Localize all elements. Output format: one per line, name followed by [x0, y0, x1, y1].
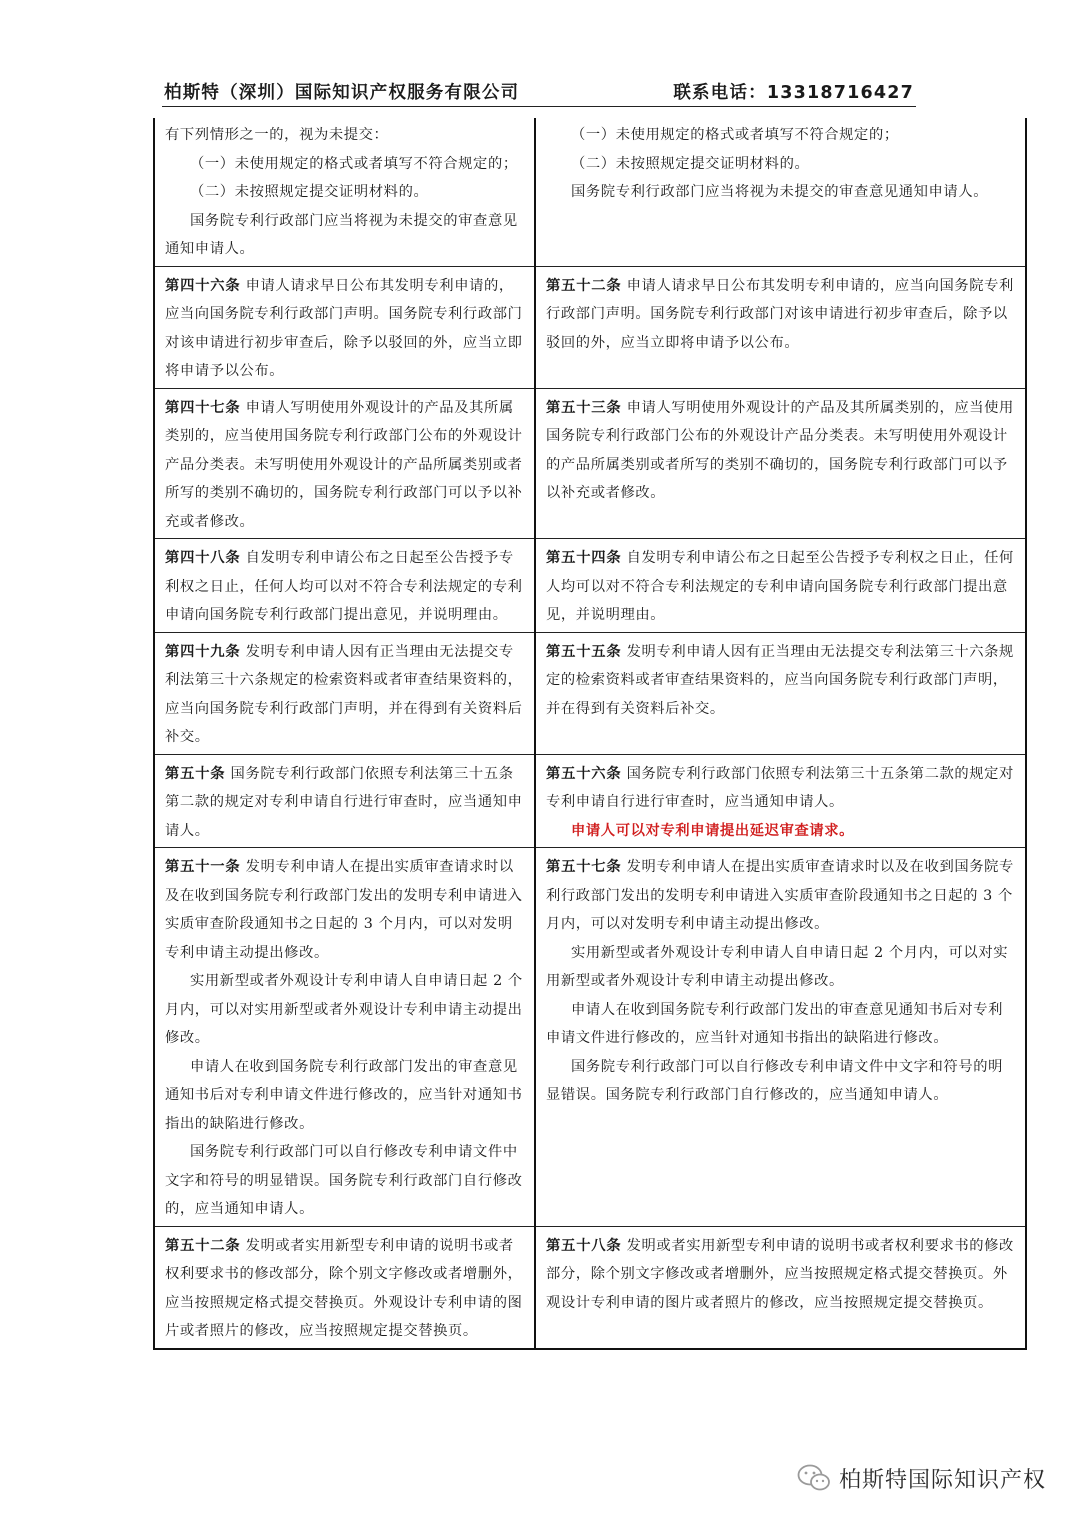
article-text: 申请人请求早日公布其发明专利申请的，应当向国务院专利行政部门声明。国务院专利行政部门对该申请进行初步审查后，除予以驳回的外，应当立即将申请予以公布。 [546, 277, 1014, 351]
watermark [797, 1458, 1046, 1498]
article-text: （一）未使用规定的格式或者填写不符合规定的； [190, 155, 518, 172]
new-version-cell [535, 388, 1026, 539]
article-text: 实用新型或者外观设计专利申请人自申请日起 2 个月内，可以对实用新型或者外观设计专利申请主动提出修改。 [546, 944, 1009, 989]
paragraph [165, 544, 525, 630]
article-text: 有下列情形之一的，视为未提交： [165, 127, 389, 143]
old-version-cell [154, 848, 535, 1227]
article-text: 申请人写明使用外观设计的产品及其所属类别的，应当使用国务院专利行政部门公布的外观设计产品分类表。未写明使用外观设计的产品所属类别或者所写的类别不确切的，国务院专利行政部门可以予以补充或者修改。 [165, 399, 523, 530]
paragraph [546, 544, 1016, 630]
old-version-cell [154, 118, 535, 266]
table-row [154, 388, 1026, 539]
new-version-cell [535, 848, 1026, 1227]
page-header [162, 78, 916, 107]
article-text: 申请人在收到国务院专利行政部门发出的审查意见通知书后对专利申请文件进行修改的，应当针对通知书指出的缺陷进行修改。 [165, 1058, 523, 1132]
table-row [154, 539, 1026, 633]
article-text: （二）未按照规定提交证明材料的。 [571, 155, 810, 172]
article-text: 实用新型或者外观设计专利申请人自申请日起 2 个月内，可以对实用新型或者外观设计专利申请主动提出修改。 [165, 973, 523, 1046]
article-number: 第五十二条 [546, 277, 622, 294]
article-text: 国务院专利行政部门依照专利法第三十五条第二款的规定对专利申请自行进行审查时，应当通知申请人。 [546, 765, 1014, 810]
paragraph [165, 638, 525, 752]
article-text: 国务院专利行政部门依照专利法第三十五条第二款的规定对专利申请自行进行审查时，应当通知申请人。 [165, 765, 523, 839]
article-number: 第五十条 [165, 765, 226, 782]
new-version-cell [535, 754, 1026, 848]
paragraph [165, 207, 525, 264]
article-text: 发明或者实用新型专利申请的说明书或者权利要求书的修改部分，除个别文字修改或者增删外，应当按照规定格式提交替换页。外观设计专利申请的图片或者照片的修改，应当按照规定提交替换页。 [546, 1237, 1014, 1311]
paragraph [546, 272, 1016, 358]
paragraph [546, 1053, 1016, 1110]
article-number: 第五十六条 [546, 765, 622, 782]
article-number: 第五十五条 [546, 643, 622, 660]
article-text: 发明或者实用新型专利申请的说明书或者权利要求书的修改部分，除个别文字修改或者增删外，应当按照规定格式提交替换页。外观设计专利申请的图片或者照片的修改，应当按照规定提交替换页。 [165, 1237, 523, 1339]
article-number: 第五十二条 [165, 1237, 241, 1254]
comparison-table [153, 118, 1027, 1350]
table-row [154, 118, 1026, 266]
article-text: 发明专利申请人在提出实质审查请求时以及在收到国务院专利行政部门发出的发明专利申请进入实质审查阶段通知书之日起的 3 个月内，可以对发明专利申请主动提出修改。 [165, 859, 523, 961]
article-number: 第五十三条 [546, 399, 622, 416]
paragraph [546, 760, 1016, 817]
table-row [154, 848, 1026, 1227]
new-version-cell [535, 118, 1026, 266]
paragraph [546, 1232, 1016, 1318]
paragraph [165, 394, 525, 537]
article-number: 第五十一条 [165, 859, 241, 875]
paragraph [165, 178, 525, 207]
paragraph [165, 121, 525, 150]
article-number: 第五十四条 [546, 550, 622, 566]
article-text: 申请人请求早日公布其发明专利申请的，应当向国务院专利行政部门声明。国务院专利行政部门对该申请进行初步审查后，除予以驳回的外，应当立即将申请予以公布。 [165, 277, 523, 379]
paragraph [546, 996, 1016, 1053]
article-text: 自发明专利申请公布之日起至公告授予专利权之日止，任何人均可以对不符合专利法规定的专利申请向国务院专利行政部门提出意见，并说明理由。 [165, 550, 523, 623]
paragraph [546, 150, 1016, 179]
highlighted-amendment: 申请人可以对专利申请提出延迟审查请求。 [571, 822, 855, 839]
article-text: 国务院专利行政部门可以自行修改专利申请文件中文字和符号的明显错误。国务院专利行政部门自行修改的，应当通知申请人。 [165, 1144, 523, 1217]
old-version-cell [154, 1226, 535, 1349]
paragraph [165, 272, 525, 386]
paragraph [165, 853, 525, 967]
table-row [154, 632, 1026, 754]
article-text: 申请人在收到国务院专利行政部门发出的审查意见通知书后对专利申请文件进行修改的，应当针对通知书指出的缺陷进行修改。 [546, 1001, 1004, 1046]
paragraph [165, 150, 525, 179]
old-version-cell [154, 754, 535, 848]
paragraph [546, 178, 1016, 207]
paragraph [165, 967, 525, 1053]
paragraph [546, 638, 1016, 724]
article-number: 第四十六条 [165, 277, 241, 294]
company-name: 柏斯特（深圳）国际知识产权服务有限公司 [164, 83, 520, 103]
paragraph [165, 1138, 525, 1224]
paragraph [165, 760, 525, 846]
article-text: （二）未按照规定提交证明材料的。 [190, 184, 429, 200]
new-version-cell [535, 632, 1026, 754]
article-text: 自发明专利申请公布之日起至公告授予专利权之日止，任何人均可以对不符合专利法规定的专利申请向国务院专利行政部门提出意见，并说明理由。 [546, 550, 1014, 623]
article-text: 发明专利申请人在提出实质审查请求时以及在收到国务院专利行政部门发出的发明专利申请进入实质审查阶段通知书之日起的 3 个月内，可以对发明专利申请主动提出修改。 [546, 859, 1014, 932]
article-number: 第四十八条 [165, 550, 241, 566]
article-number: 第五十八条 [546, 1237, 622, 1254]
paragraph [165, 1232, 525, 1346]
paragraph [165, 1053, 525, 1139]
article-text: 发明专利申请人因有正当理由无法提交专利法第三十六条规定的检索资料或者审查结果资料的，应当向国务院专利行政部门声明，并在得到有关资料后补交。 [546, 643, 1014, 717]
paragraph [546, 121, 1016, 150]
table-row [154, 1226, 1026, 1349]
paragraph [546, 394, 1016, 508]
article-number: 第四十七条 [165, 399, 241, 416]
article-text: 国务院专利行政部门可以自行修改专利申请文件中文字和符号的明显错误。国务院专利行政部门自行修改的，应当通知申请人。 [546, 1058, 1004, 1103]
wechat-icon [797, 1463, 831, 1493]
article-text: （一）未使用规定的格式或者填写不符合规定的； [571, 127, 899, 143]
paragraph [546, 853, 1016, 939]
article-text: 国务院专利行政部门应当将视为未提交的审查意见通知申请人。 [571, 184, 989, 200]
paragraph [546, 939, 1016, 996]
old-version-cell [154, 539, 535, 633]
watermark-text: 柏斯特国际知识产权 [838, 1467, 1046, 1493]
table-row [154, 754, 1026, 848]
old-version-cell [154, 388, 535, 539]
article-text: 发明专利申请人因有正当理由无法提交专利法第三十六条规定的检索资料或者审查结果资料的，应当向国务院专利行政部门声明，并在得到有关资料后补交。 [165, 643, 523, 745]
new-version-cell [535, 1226, 1026, 1349]
article-number: 第四十九条 [165, 643, 241, 660]
old-version-cell [154, 632, 535, 754]
article-text: 国务院专利行政部门应当将视为未提交的审查意见通知申请人。 [165, 212, 518, 257]
new-version-cell [535, 266, 1026, 388]
article-text: 申请人写明使用外观设计的产品及其所属类别的，应当使用国务院专利行政部门公布的外观设计产品分类表。未写明使用外观设计的产品所属类别或者所写的类别不确切的，国务院专利行政部门可以予以补充或者修改。 [546, 399, 1014, 501]
article-number: 第五十七条 [546, 859, 622, 875]
old-version-cell [154, 266, 535, 388]
new-version-cell [535, 539, 1026, 633]
table-row [154, 266, 1026, 388]
contact-phone: 联系电话：13318716427 [673, 83, 914, 103]
